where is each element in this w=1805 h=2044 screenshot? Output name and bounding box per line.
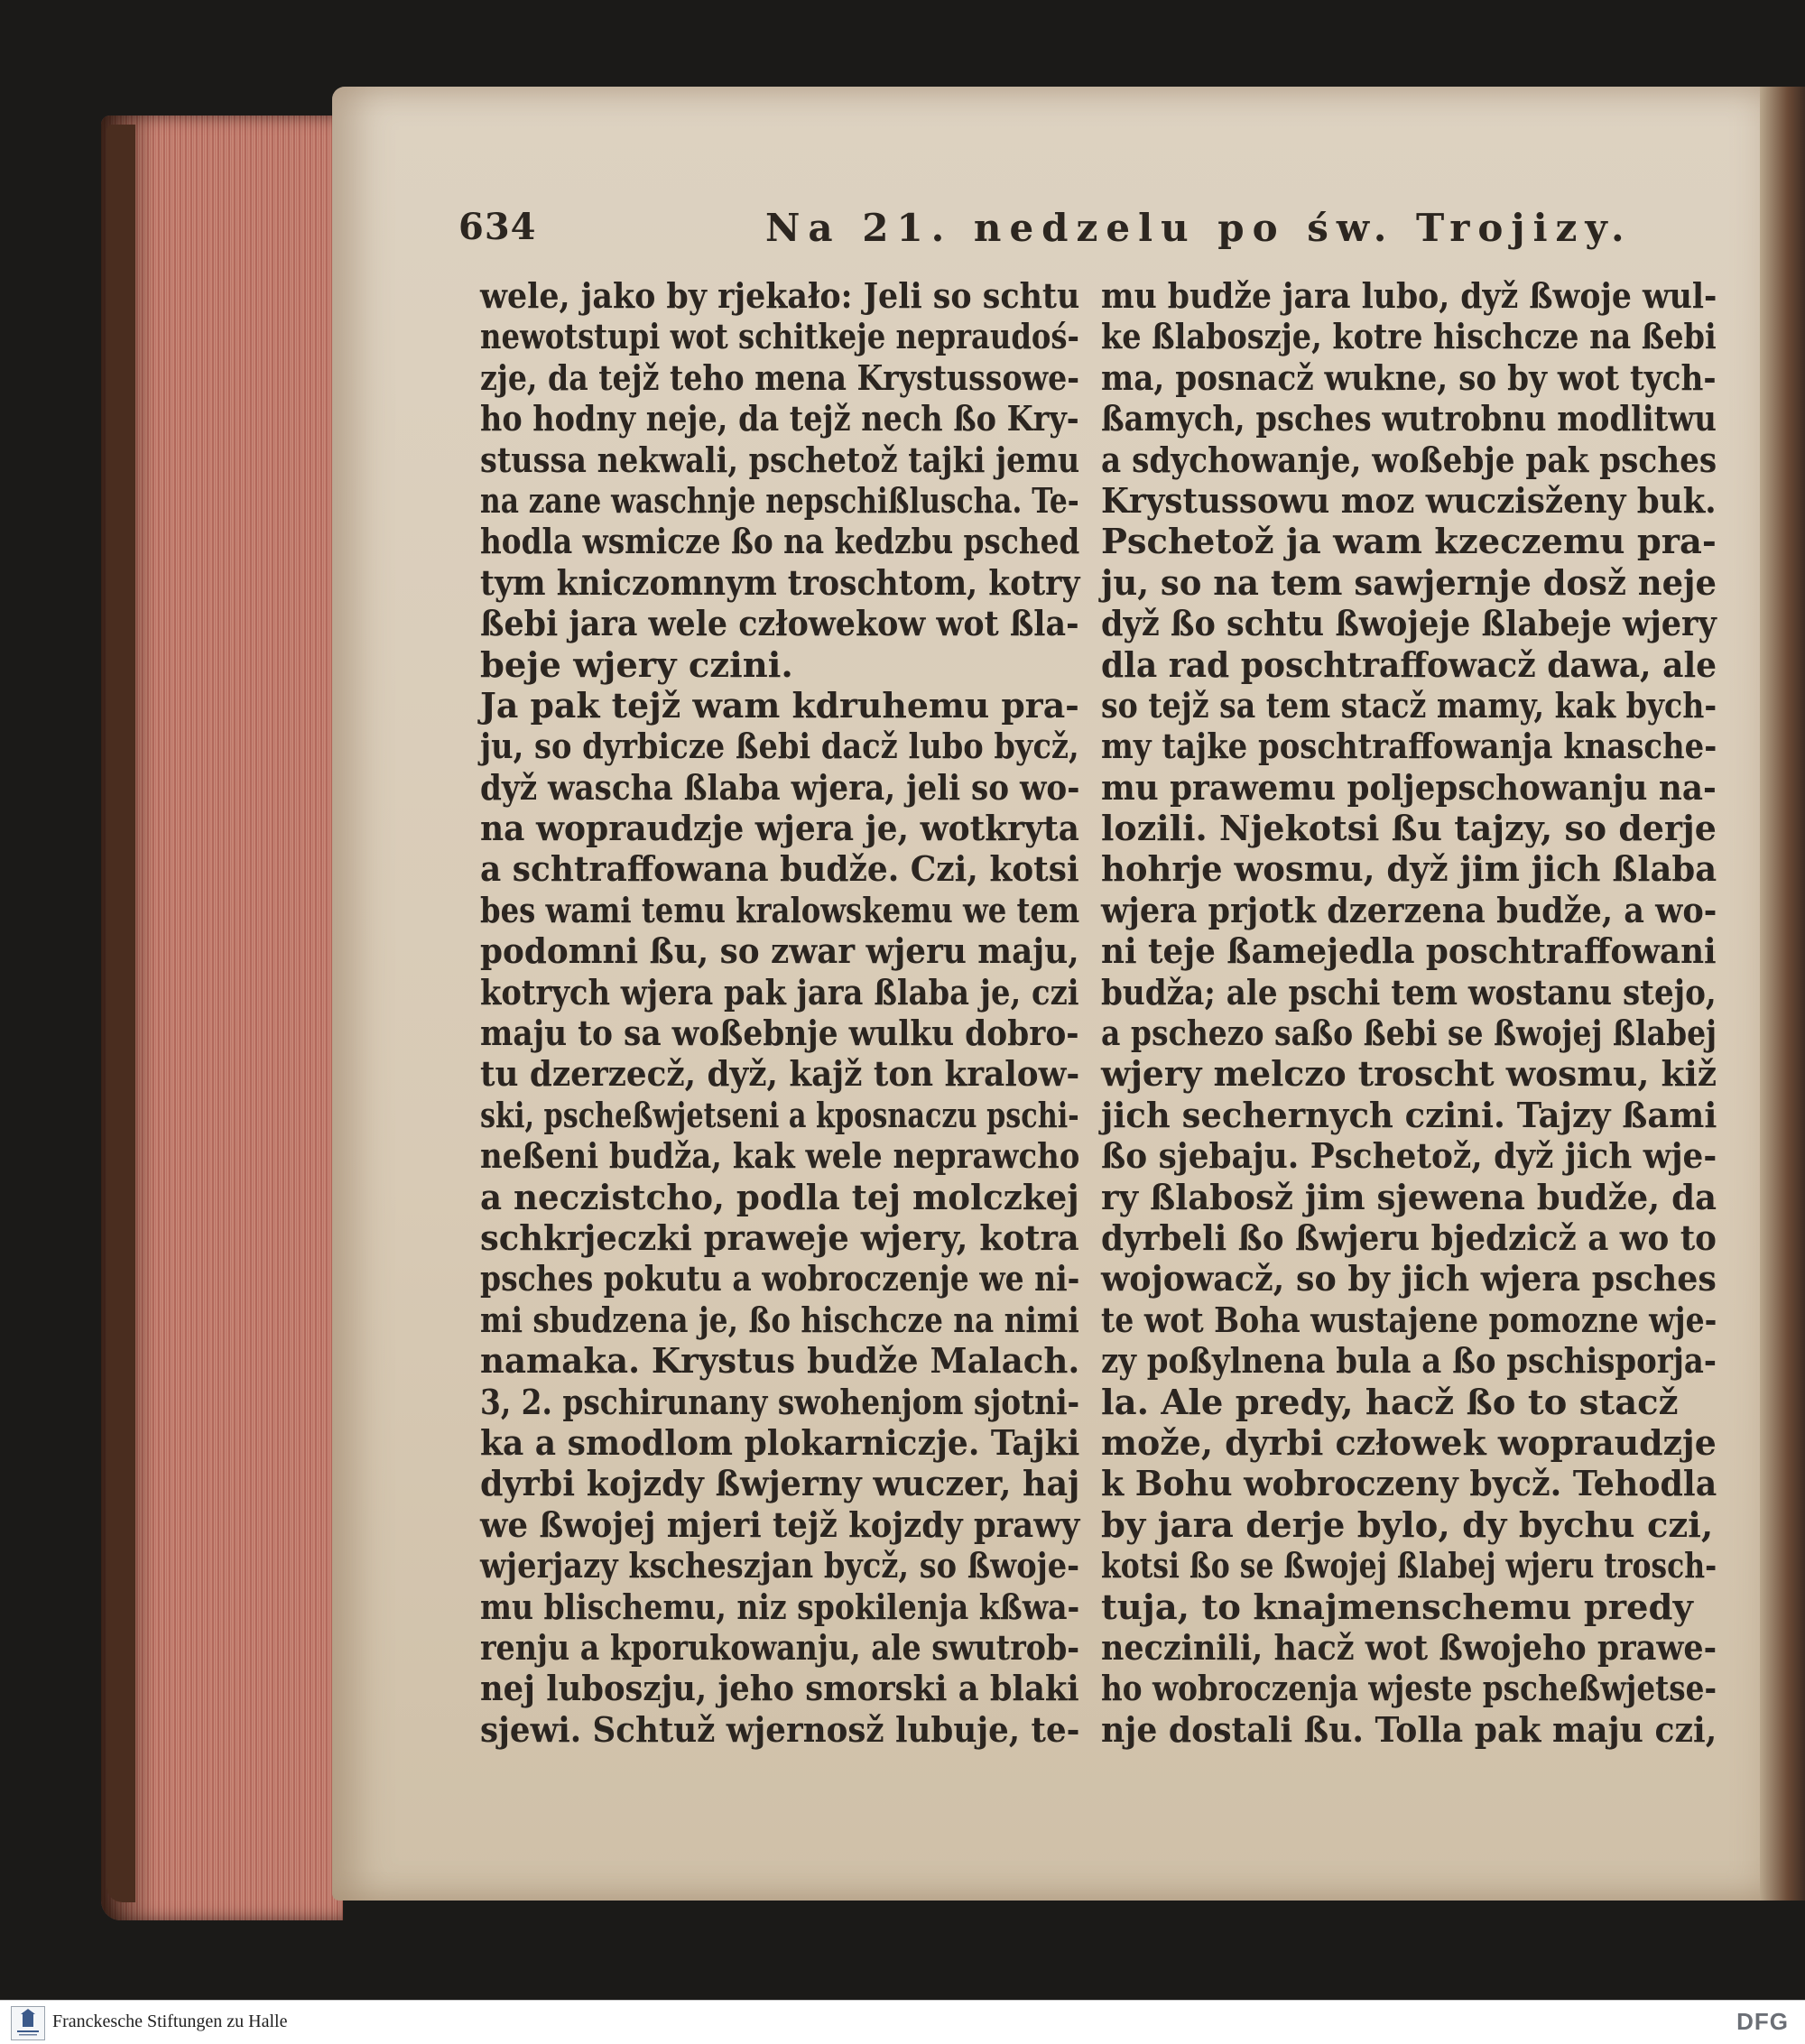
text-line: zje, da tejž teho mena Krystussowe- — [480, 357, 1079, 399]
text-line: te wot Boha wustajene pomozne wje- — [1101, 1299, 1717, 1341]
institution-name: Franckesche Stiftungen zu Halle — [52, 2012, 288, 2031]
text-line: ho wobroczenja wjeste pscheßwjetse- — [1101, 1669, 1717, 1710]
text-line: a pschezo saßo ßebi se ßwojej ßlabej — [1101, 1013, 1717, 1055]
text-line: hodla wsmicze ßo na kedzbu psched — [480, 522, 1080, 563]
text-line: neczinili, hacž wot ßwojeho prawe- — [1101, 1627, 1717, 1669]
text-line: a neczistcho, podla tej molczkej — [480, 1177, 1079, 1218]
running-head — [458, 206, 1776, 260]
text-line: zy poßylnena bula a ßo pschisporja- — [1101, 1341, 1717, 1383]
page-number: 634 — [458, 206, 537, 248]
text-line: a schtraffowana budže. Czi, kotsi — [480, 849, 1079, 891]
text-line: mi sbudzena je, ßo hischcze na nimi — [480, 1299, 1079, 1341]
text-line: može, dyrbi człowek wopraudzje — [1101, 1422, 1717, 1464]
text-line: kotsi ßo se ßwojej ßlabej wjeru trosch- — [1101, 1546, 1717, 1587]
text-line: bes wami temu kralowskemu we tem — [480, 890, 1080, 931]
dfg-logo: DFG — [1736, 2008, 1789, 2035]
text-line: so tejž sa tem stacž mamy, kak bych- — [1101, 685, 1717, 726]
text-line: ju, so dyrbicze ßebi dacž lubo bycž, — [480, 726, 1079, 768]
text-line: tym kniczomnym troschtom, kotry — [480, 562, 1080, 604]
text-line: dyž wascha ßlaba wjera, jeli so wo- — [480, 767, 1080, 809]
text-line: maju to sa woßebnje wulku dobro- — [480, 1013, 1079, 1055]
text-line: a sdychowanje, woßebje pak psches — [1101, 439, 1717, 481]
text-line: dyrbeli ßo ßwjeru bjedzicž a wo to — [1101, 1217, 1717, 1259]
text-line: ßamych, psches wutrobnu modlitwu — [1101, 399, 1717, 440]
book-page-edges — [101, 116, 343, 1920]
text-line: ni teje ßamejedla poschtraffowani — [1101, 931, 1717, 973]
text-line: nje dostali ßu. Tolla pak maju czi, — [1101, 1709, 1717, 1751]
text-line: wjera prjotk dzerzena budže, a wo- — [1101, 890, 1717, 931]
text-line: ho hodny neje, da tejž nech ßo Kry- — [480, 399, 1079, 440]
text-line: budža; ale pschi tem wostanu stejo, — [1101, 972, 1717, 1013]
text-line: Pschetož ja wam kzeczemu pra- — [1101, 522, 1717, 563]
text-line: na zane waschnje nepschißluscha. Te- — [480, 480, 1079, 522]
text-line: neßeni budža, kak wele neprawcho — [480, 1136, 1080, 1178]
text-line: ma, posnacž wukne, so by wot tych- — [1101, 357, 1717, 399]
text-line: na wopraudzje wjera je, wotkryta — [480, 809, 1080, 850]
text-line: nej luboszju, jeho smorski a blaki — [480, 1669, 1079, 1710]
text-line: renju a kporukowanju, ale swutrob- — [480, 1627, 1080, 1669]
text-line: la. Ale predy, hacž ßo to stacž — [1101, 1382, 1679, 1423]
text-line: ßo sjebaju. Pschetož, dyž jich wje- — [1101, 1136, 1717, 1178]
text-line: sjewi. Schtuž wjernosž lubuje, te- — [480, 1709, 1080, 1751]
text-line: by jara derje bylo, dy bychu czi, — [1101, 1504, 1714, 1546]
text-line: wele, jako by rjekało: Jeli so schtu — [480, 276, 1080, 317]
text-line: tuja, to knajmenschemu predy — [1101, 1586, 1693, 1628]
text-line: schkrjeczki praweje wjery, kotra — [480, 1217, 1079, 1259]
text-line: tu dzerzecž, dyž, kajž ton kralow- — [480, 1054, 1080, 1096]
text-line: ski, pscheßwjetseni a kposnaczu pschi- — [480, 1095, 1079, 1136]
text-line: jich sechernych czini. Tajzy ßami — [1101, 1095, 1717, 1136]
text-line: dyž ßo schtu ßwojeje ßlabeje wjery — [1101, 604, 1717, 645]
text-line: wjerjazy kscheszjan bycž, so ßwoje- — [480, 1546, 1080, 1587]
text-line: mu blischemu, niz spokilenja kßwa- — [480, 1586, 1080, 1628]
text-column-left — [480, 276, 1079, 1751]
text-line: newotstupi wot schitkeje nepraudoś- — [480, 317, 1079, 358]
text-line: dyrbi kojzdy ßwjerny wuczer, haj — [480, 1464, 1080, 1505]
text-line: wjery melczo troscht wosmu, kiž — [1101, 1054, 1717, 1096]
text-line: namaka. Krystus budže Malach. — [480, 1341, 1080, 1383]
text-line: Krystussowu moz wuczisženy buk. — [1101, 480, 1717, 522]
text-line: hohrje wosmu, dyž jim jich ßlaba — [1101, 849, 1717, 891]
text-line: wojowacž, so by jich wjera psches — [1101, 1259, 1717, 1300]
text-line: stussa nekwali, pschetož tajki jemu — [480, 439, 1080, 481]
text-line: lozili. Njekotsi ßu tajzy, so derje — [1101, 809, 1717, 850]
text-column-right — [1101, 276, 1717, 1751]
text-line: psches pokutu a wobroczenje we ni- — [480, 1259, 1080, 1300]
text-line: k Bohu wobroczeny bycž. Tehodla — [1101, 1464, 1717, 1505]
text-line: kotrych wjera pak jara ßlaba je, czi — [480, 972, 1079, 1013]
running-title: Na 21. nedzelu po św. Trojizy. — [765, 206, 1633, 250]
text-line: ju, so na tem sawjernje dosž neje — [1101, 562, 1717, 604]
viewer-footer-bar — [0, 2000, 1805, 2044]
text-line: ke ßlaboszje, kotre hischcze na ßebi — [1101, 317, 1717, 358]
text-line: ka a smodlom plokarniczje. Tajki — [480, 1422, 1080, 1464]
text-line: we ßwojej mjeri tejž kojzdy prawy — [480, 1504, 1080, 1546]
book-gutter — [1760, 87, 1805, 1901]
text-line: 3, 2. pschirunany swohenjom sjotni- — [480, 1382, 1080, 1423]
text-line: beje wjery czini. — [480, 644, 793, 686]
text-line: mu budže jara lubo, dyž ßwoje wul- — [1101, 276, 1717, 317]
text-line: dla rad poschtraffowacž dawa, ale — [1101, 644, 1717, 686]
text-line: Ja pak tejž wam kdruhemu pra- — [480, 685, 1079, 726]
text-line: podomni ßu, so zwar wjeru maju, — [480, 931, 1079, 973]
book-cover-edge — [106, 125, 135, 1902]
text-line: ry ßlabosž jim sjewena budže, da — [1101, 1177, 1717, 1218]
text-line: my tajke poschtraffowanja knasche- — [1101, 726, 1717, 768]
text-line: mu prawemu poljepschowanju na- — [1101, 767, 1717, 809]
text-line: ßebi jara wele człowekow wot ßla- — [480, 604, 1079, 645]
foundation-logo-icon — [11, 2006, 45, 2040]
